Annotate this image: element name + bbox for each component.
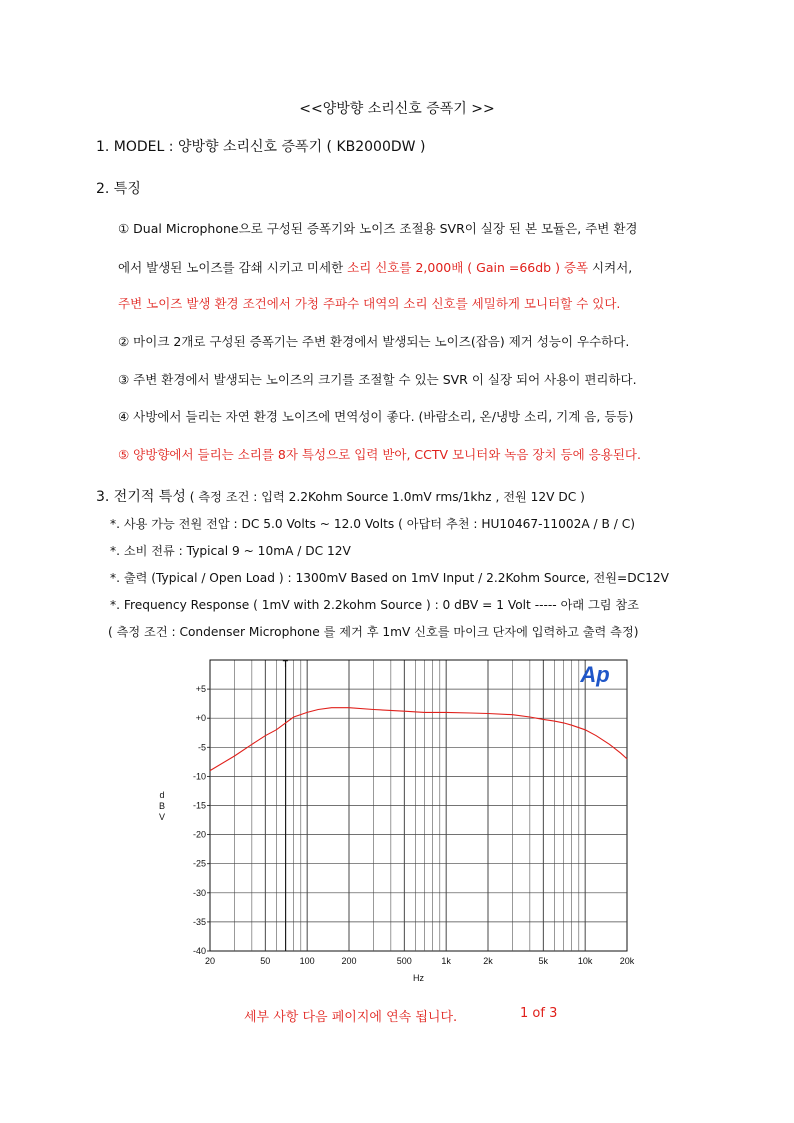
spec-current: *. 소비 전류 : Typical 9 ~ 10mA / DC 12V	[110, 544, 351, 558]
electrical-condition: ( 측정 조건 : 입력 2.2Kohm Source 1.0mV rms/1khz , 전원 12V DC )	[185, 490, 585, 504]
frequency-response-chart	[140, 650, 640, 990]
spec-output: *. 출력 (Typical / Open Load ) : 1300mV Based on 1mV Input / 2.2Kohm Source, 전원=DC12V	[110, 571, 669, 585]
y-tick-label: -5	[197, 742, 206, 753]
x-tick-label: 10k	[577, 956, 593, 966]
x-axis-label: Hz	[413, 973, 424, 983]
x-tick-label: 2k	[483, 956, 493, 966]
feature-item-1-line-1: ① Dual Microphone으로 구성된 증폭기와 노이즈 조절용 SVR이 실장 된 본 모듈은, 주변 환경	[118, 221, 638, 236]
feature-item-1-line-2-suffix: 시켜서,	[588, 260, 633, 275]
electrical-heading-line	[96, 486, 585, 506]
cursor-marker-label: T	[282, 659, 289, 669]
y-axis-label-letter: B	[158, 801, 166, 811]
features-heading: 2. 특징	[96, 181, 141, 197]
x-tick-label: 500	[396, 956, 412, 966]
y-tick-label: -40	[192, 946, 206, 956]
feature-item-4: ④ 사방에서 들리는 자연 환경 노이즈에 면역성이 좋다. (바람소리, 온/냉방 소리, 기계 음, 등등)	[118, 409, 634, 424]
y-tick-label: -25	[192, 858, 206, 869]
x-tick-label: 50	[260, 956, 271, 966]
gain-highlight: 소리 신호를 2,000배 ( Gain =66db ) 증폭	[347, 260, 589, 275]
x-tick-label: 100	[299, 956, 315, 966]
feature-item-2: ② 마이크 2개로 구성된 증폭기는 주변 환경에서 발생되는 노이즈(잡음) 제거 성능이 우수하다.	[118, 334, 630, 349]
y-tick-label: +5	[195, 684, 206, 695]
continue-notice: 세부 사항 다음 페이지에 연속 됩니다.	[244, 1010, 458, 1025]
feature-item-1-line-2-prefix: 에서 발생된 노이즈를 감쇄 시키고 미세한	[118, 260, 348, 275]
feature-item-1-line-3: 주변 노이즈 발생 환경 조건에서 가청 주파수 대역의 소리 신호를 세밀하게 모니터할 수 있다.	[118, 296, 621, 311]
x-tick-label: 1k	[441, 956, 451, 966]
x-tick-label: 20	[204, 956, 216, 966]
spec-measurement-condition: ( 측정 조건 : Condenser Microphone 를 제거 후 1mV 신호를 마이크 단자에 입력하고 출력 측정)	[108, 625, 639, 639]
page-title: <<양방향 소리신호 증폭기 >>	[299, 101, 495, 117]
y-tick-label: -35	[192, 916, 206, 927]
y-tick-label: -15	[192, 800, 206, 811]
x-tick-label: 5k	[538, 956, 549, 966]
spec-voltage: *. 사용 가능 전원 전압 : DC 5.0 Volts ~ 12.0 Volts ( 아답터 추천 : HU10467-11002A / B / C)	[110, 517, 636, 531]
ap-logo: Ap	[580, 662, 610, 687]
y-tick-label: -20	[192, 829, 206, 840]
y-axis-label-letter: d	[159, 790, 165, 800]
y-tick-label: +0	[195, 713, 206, 724]
page-number: 1 of 3	[520, 1006, 558, 1021]
y-axis-label-letter: V	[158, 812, 166, 822]
y-tick-label: -10	[192, 771, 206, 782]
feature-item-5: ⑤ 양방향에서 들리는 소리를 8자 특성으로 입력 받아, CCTV 모니터와 녹음 장치 등에 응용된다.	[118, 447, 641, 462]
feature-item-3: ③ 주변 환경에서 발생되는 노이즈의 크기를 조절할 수 있는 SVR 이 실장 되어 사용이 편리하다.	[118, 372, 637, 387]
feature-item-1-line-2	[118, 258, 632, 276]
electrical-heading: 3. 전기적 특성	[96, 489, 186, 505]
y-tick-label: -30	[192, 887, 206, 898]
spec-frequency-response: *. Frequency Response ( 1mV with 2.2kohm Source ) : 0 dBV = 1 Volt ----- 아래 그림 참조	[110, 598, 639, 612]
x-tick-label: 200	[341, 956, 357, 966]
model-line: 1. MODEL : 양방향 소리신호 증폭기 ( KB2000DW )	[96, 139, 426, 155]
x-tick-label: 20k	[619, 956, 635, 966]
